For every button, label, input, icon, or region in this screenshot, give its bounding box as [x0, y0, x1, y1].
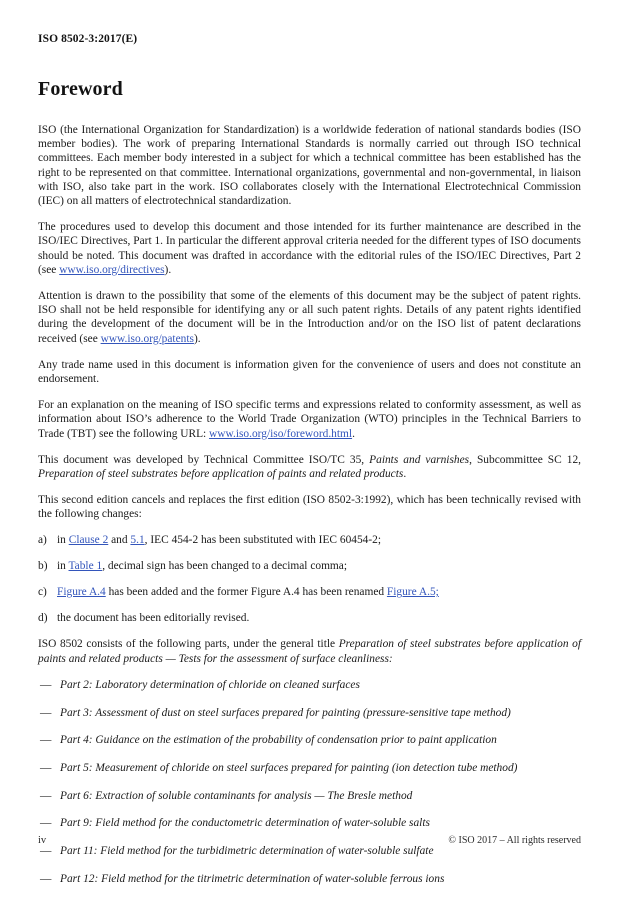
list-item [38, 733, 581, 747]
list-item [38, 706, 581, 720]
em-dash-icon: — [40, 762, 52, 774]
tc-text-1: This document was developed by Technical Committee ISO/TC 35, [38, 453, 370, 466]
xref-figure-a5[interactable]: Figure A.5; [386, 586, 439, 599]
page-title: Foreword [38, 78, 123, 100]
list-item-text-1: in [57, 533, 69, 546]
tc-italic-paints-varnishes: Paints and varnishes [369, 453, 470, 466]
xref-clause-2[interactable]: Clause 2 [68, 533, 109, 546]
page-number: iv [38, 835, 47, 846]
paragraph-patent-rights-text: Attention is drawn to the possibility that some of the elements of this document may be the subject of patent rights. ISO shall not be held responsible for identifying any or all such patent rights. Details of any patent rights identified during the development of the document will be in the Introduction and/or on the ISO list of patent declarations received (see [38, 290, 581, 345]
list-item [38, 872, 581, 886]
paragraph-technical-committee [38, 453, 581, 481]
xref-table-1[interactable]: Table 1 [68, 559, 103, 572]
document-body [38, 78, 581, 900]
paragraph-wto-tbt-tail: . [352, 427, 355, 440]
part-label: Part 12: Field method for the titrimetric determination of water-soluble ferrous ions [60, 872, 445, 885]
copyright-notice: © ISO 2017 – All rights reserved [448, 835, 581, 846]
link-iso-foreword[interactable]: www.iso.org/iso/foreword.html [209, 427, 353, 440]
list-item [38, 844, 581, 858]
changes-list [38, 533, 581, 626]
list-item-text-2: and [108, 533, 131, 546]
em-dash-icon: — [40, 872, 52, 885]
paragraph-patent-rights [38, 289, 581, 346]
list-item [38, 761, 581, 775]
page-footer [38, 835, 581, 846]
list-item-text-3: , IEC 454-2 has been substituted with IEC 60454-2; [144, 533, 381, 546]
part-label: Part 4: Guidance on the estimation of the probability of condensation prior to paint application [60, 734, 497, 747]
link-iso-directives[interactable]: www.iso.org/directives [59, 263, 165, 276]
part-label: Part 3: Assessment of dust on steel surfaces prepared for painting (pressure-sensitive tape method) [60, 706, 511, 719]
paragraph-patent-rights-tail: ). [193, 332, 201, 345]
paragraph-wto-tbt-text: For an explanation on the meaning of ISO specific terms and expressions related to conformity assessment, as well as information about ISO’s adherence to the World Trade Organization (WTO) principles in the Technical Barriers to Trade (TBT) see the following URL: [38, 399, 581, 440]
running-head: ISO 8502-3:2017(E) [38, 33, 138, 45]
em-dash-icon: — [40, 706, 52, 719]
paragraph-parts-intro [38, 637, 581, 665]
em-dash-icon: — [40, 789, 52, 802]
list-item-text-1: in [57, 559, 69, 572]
list-item [38, 533, 581, 547]
parts-list [38, 678, 581, 886]
paragraph-procedures-tail: ). [164, 263, 172, 276]
paragraph-iso-description: ISO (the International Organization for Standardization) is a worldwide federation of national standards bodies (ISO member bodies). The work of preparing International Standards is normally carried out through ISO technical committees. Each member body interested in a subject for which a technical committee has been established has the right to be represented on that committee. International organizations, governmental and non-governmental, in liaison with ISO, also take part in the work. ISO collaborates closely with the International Electrotechnical Commission (IEC) on all matters of electrotechnical standardization. [38, 124, 581, 208]
em-dash-icon: — [40, 678, 52, 691]
part-label: Part 9: Field method for the conductometric determination of water-soluble salts [60, 817, 430, 830]
paragraph-procedures-text: The procedures used to develop this document and those intended for its further maintenance are described in the ISO/IEC Directives, Part 1. In particular the different approval criteria needed for the different types of ISO documents should be noted. This document was drafted in accordance with the editorial rules of the ISO/IEC Directives, Part 2 (see [38, 221, 581, 276]
part-label: Part 5: Measurement of chloride on steel surfaces prepared for painting (ion detection tube method) [60, 762, 518, 774]
list-item-text-2: has been added and the former Figure A.4 has been renamed [105, 586, 387, 599]
paragraph-trade-name: Any trade name used in this document is information given for the convenience of users and does not constitute an endorsement. [38, 358, 581, 386]
list-item [38, 611, 581, 625]
list-item-text-3: , decimal sign has been changed to a decimal comma; [102, 559, 348, 572]
parts-intro-text: ISO 8502 consists of the following parts, under the general title [38, 638, 339, 651]
part-label: Part 11: Field method for the turbidimetric determination of water-soluble sulfate [60, 845, 434, 858]
parts-intro-italic-title: Preparation of steel substrates before application of paints and related products — Tests for the assessment of surface cleanliness: [38, 638, 581, 665]
list-marker: a) [38, 533, 47, 546]
list-marker: d) [38, 612, 48, 625]
paragraph-second-edition: This second edition cancels and replaces the first edition (ISO 8502-3:1992), which has been technically revised with the following changes: [38, 494, 581, 521]
paragraph-wto-tbt [38, 398, 581, 441]
tc-text-2: , Subcommittee SC 12, [469, 453, 581, 466]
part-label: Part 2: Laboratory determination of chloride on cleaned surfaces [60, 678, 360, 691]
xref-5-1[interactable]: 5.1 [130, 533, 145, 546]
paragraph-procedures [38, 220, 581, 277]
list-marker: b) [38, 559, 48, 572]
list-item-text-1: the document has been editorially revised. [57, 612, 250, 625]
em-dash-icon: — [40, 845, 52, 858]
xref-figure-a4[interactable]: Figure A.4 [57, 586, 106, 599]
tc-text-3: . [403, 468, 407, 481]
link-iso-patents[interactable]: www.iso.org/patents [100, 332, 194, 345]
em-dash-icon: — [40, 734, 52, 747]
list-item [38, 585, 581, 599]
part-label: Part 6: Extraction of soluble contaminants for analysis — The Bresle method [60, 789, 413, 802]
em-dash-icon: — [40, 817, 52, 830]
tc-italic-sc12-title: Preparation of steel substrates before application of paints and related products [38, 468, 404, 481]
list-item [38, 559, 581, 573]
list-item [38, 816, 581, 830]
list-item [38, 678, 581, 692]
list-marker: c) [38, 586, 47, 599]
list-item [38, 789, 581, 803]
